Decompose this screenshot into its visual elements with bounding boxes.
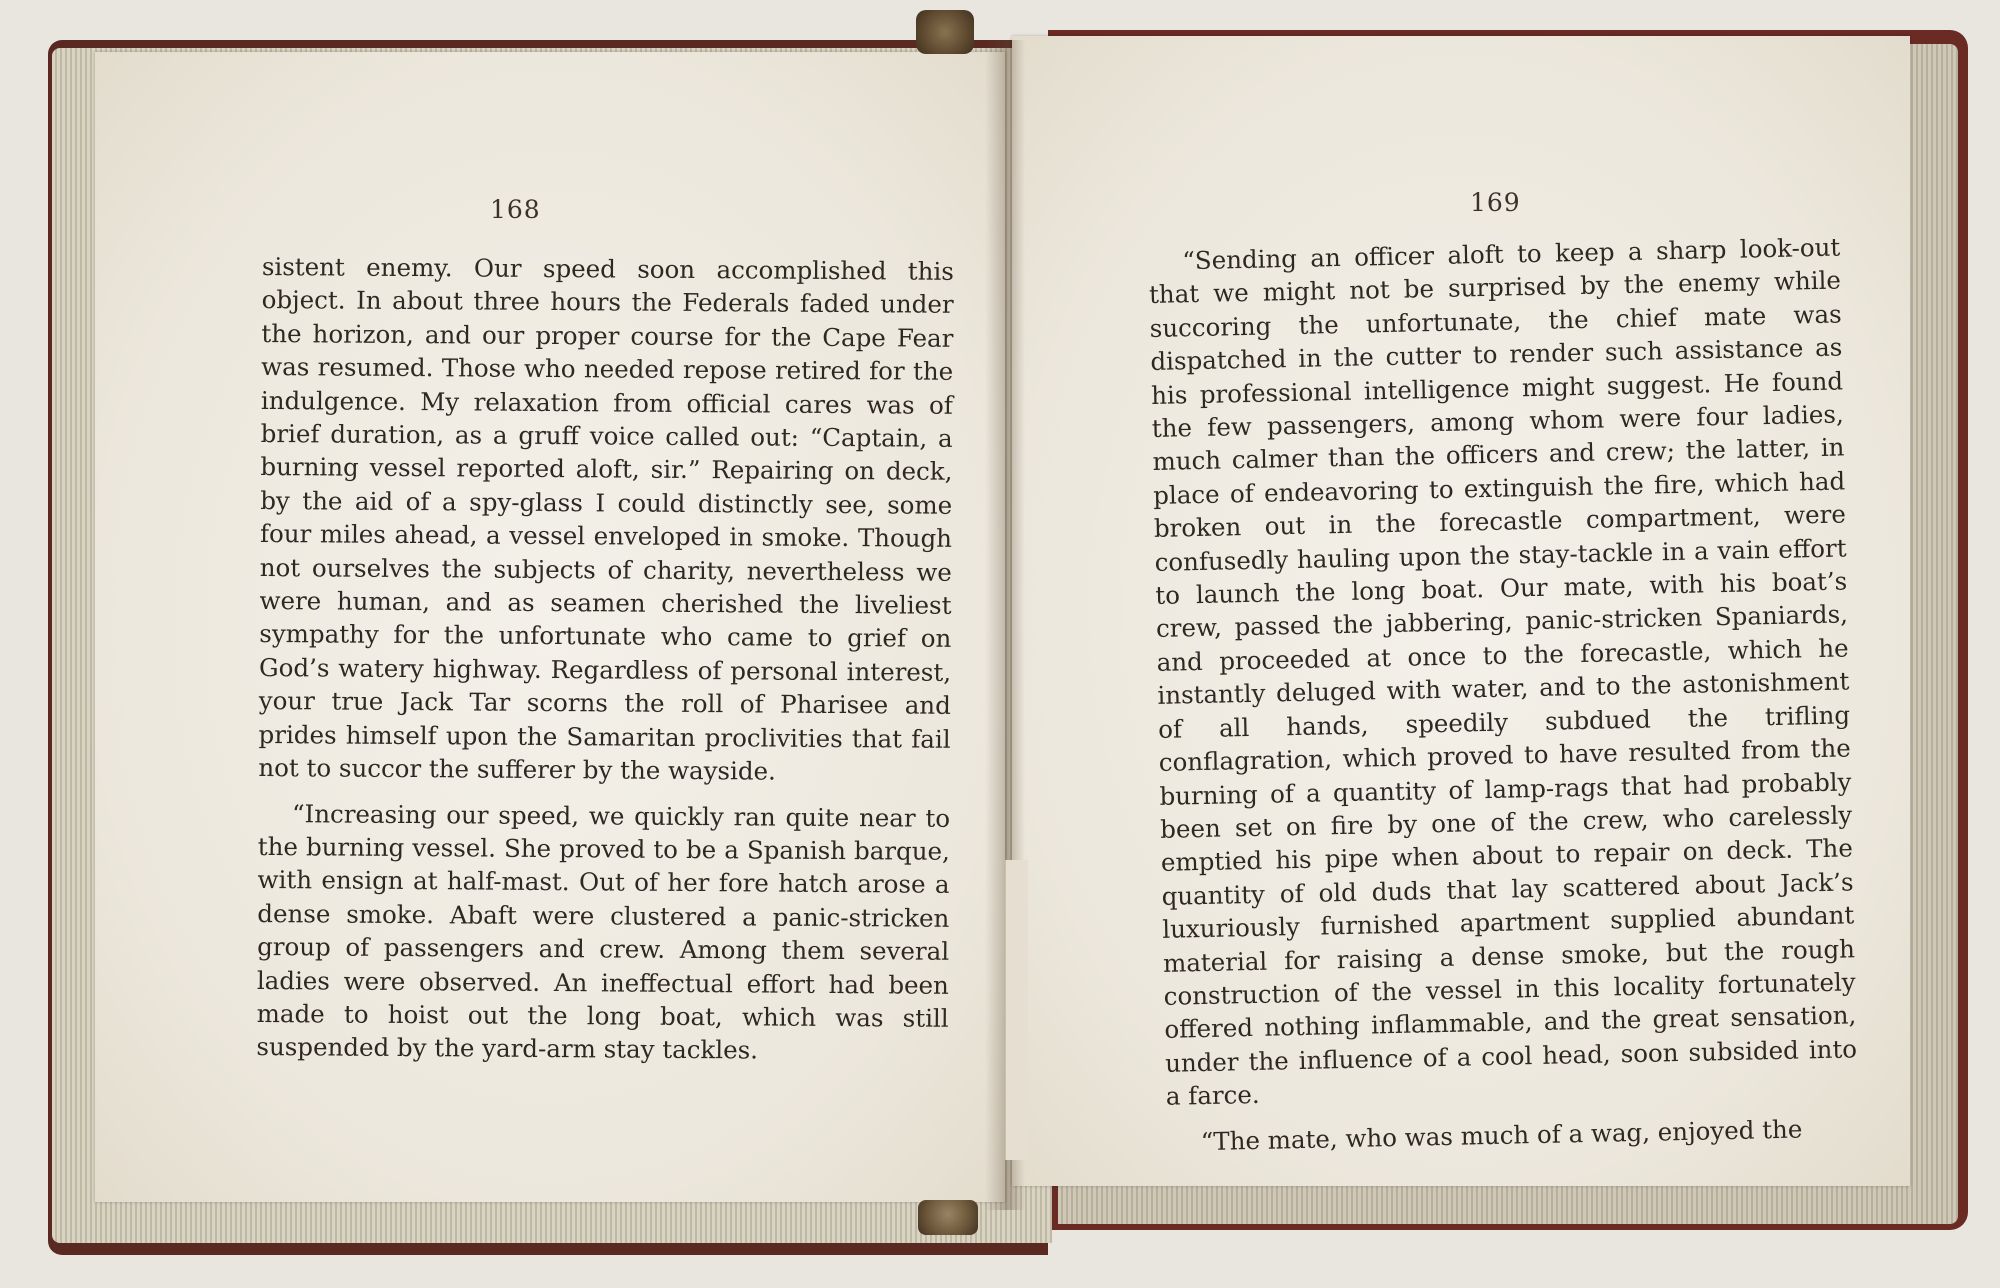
left-page-text	[256, 250, 954, 1069]
right-page-number: 169	[1470, 188, 1521, 217]
left-paragraph-1: sistent enemy. Our speed soon accomplished this object. In about three hours the Federals faded under the horizon, and our proper course for the Cape Fear was resumed. Those who needed repose retired for the indulgence. My relaxation from official cares was of brief duration, as a gruff voice called out: “Captain, a burning vessel reported aloft, sir.” Repairing on deck, by the aid of a spy-glass I could distinctly see, some four miles ahead, a vessel enveloped in smoke. Though not ourselves the subjects of charity, nevertheless we were human, and as seamen cherished the liveliest sympathy for the unfortunate who came to grief on God’s watery highway. Regardless of personal interest, your true Jack Tar scorns the roll of Pharisee and prides himself upon the Samaritan proclivities that fail not to succor the sufferer by the wayside.	[258, 251, 954, 786]
right-paragraph-2: “The mate, who was much of a wag, enjoyed the	[1200, 1114, 1803, 1156]
left-page-number: 168	[490, 195, 541, 224]
page-tear	[1005, 860, 1028, 1160]
spine-headband-bottom	[918, 1200, 978, 1235]
right-page-text	[1148, 231, 1859, 1159]
right-paragraph-1: “Sending an officer aloft to keep a sharp look-out that we might not be surprised by the enemy while succoring the unfortunate, the chief mate was dispatched in the cutter to render such assistance as his professional intelligence might suggest. He found the few passengers, among whom were four ladies, much calmer than the officers and crew; the latter, in place of endeavoring to extinguish the fire, which had broken out in the forecastle compartment, were confusedly hauling upon the stay-tackle in a vain effort to launch the long boat. Our mate, with his boat’s crew, passed the jabbering, panic-stricken Spaniards, and proceeded at once to the forecastle, which he instantly deluged with water, and to the astonishment of all hands, speedily subdued the trifling conflagration, which proved to have resulted from the burning of a quantity of lamp-rags that had probably been set on fire by one of the crew, who carelessly emptied his pipe when about to repair on deck. The quantity of old duds that lay scattered about Jack’s luxuriously furnished apartment supplied abundant material for raising a dense smoke, but the rough construction of the vessel in this locality fortunately offered nothing inflammable, and the great sensation, under the influence of a cool head, soon subsided into a farce.	[1148, 232, 1858, 1111]
spine-headband-top	[916, 10, 974, 54]
left-paragraph-2: “Increasing our speed, we quickly ran quite near to the burning vessel. She proved to be a Spanish barque, with ensign at half-mast. Out of her fore hatch arose a dense smoke. Abaft were clustered a panic-stricken group of passengers and crew. Among them several ladies were observed. An ineffectual effort had been made to hoist out the long boat, which was still suspended by the yard-arm stay tackles.	[256, 798, 951, 1065]
